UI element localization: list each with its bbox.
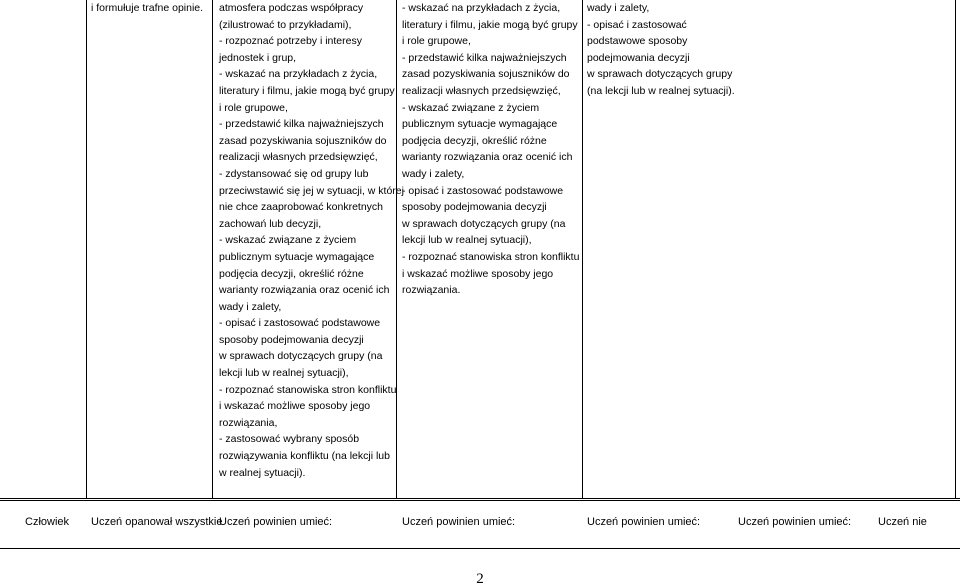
- header-cell-grade-3: Uczeń powinien umieć:: [587, 516, 701, 528]
- table-cell-col1: [91, 0, 203, 17]
- text-line: - rozpoznać stanowiska stron konfliktu: [402, 250, 580, 263]
- text-line: jednostek i grup,: [219, 51, 297, 64]
- text-line: publicznym sytuacje wymagające: [219, 250, 375, 263]
- text-line: i wskazać możliwe sposoby jego: [402, 267, 554, 280]
- text-line: publicznym sytuacje wymagające: [402, 118, 558, 131]
- text-line: realizacji własnych przedsięwzięć,: [219, 151, 378, 164]
- text-line: wady i zalety,: [587, 2, 650, 14]
- page-number: 2: [476, 571, 484, 587]
- text-line: i role grupowe,: [219, 101, 288, 114]
- table-cell-col4: [587, 0, 735, 100]
- text-line: zasad pozyskiwania sojuszników do: [219, 134, 387, 147]
- header-cell-subject: Człowiek: [25, 516, 70, 528]
- text-line: w sprawach dotyczących grupy (na: [219, 350, 383, 363]
- text-line: i wskazać możliwe sposoby jego: [219, 400, 371, 413]
- text-line: - rozpoznać stanowiska stron konfliktu: [219, 383, 397, 396]
- text-line: rozwiązania.: [402, 284, 461, 297]
- text-line: wady i zalety,: [219, 300, 282, 313]
- text-line: - opisać i zastosować podstawowe: [219, 317, 381, 330]
- text-line: nie chce zaaprobować konkretnych: [219, 201, 384, 214]
- table-right-border: [955, 0, 956, 498]
- text-line: (na lekcji lub w realnej sytuacji).: [587, 84, 735, 97]
- text-line: - opisać i zastosować podstawowe: [402, 184, 564, 197]
- text-line: przeciwstawić się jej w sytuacji, w której: [219, 184, 404, 197]
- text-line: w realnej sytuacji).: [219, 466, 306, 479]
- header-row-top-border: [0, 500, 960, 501]
- text-line: podjęcia decyzji, określić różne: [402, 134, 547, 147]
- text-line: (zilustrować to przykładami),: [219, 18, 352, 31]
- text-line: rozwiązania,: [219, 416, 278, 429]
- table-cell-col3: [402, 0, 579, 299]
- header-cell-grade-2: Uczeń powinien umieć:: [738, 516, 852, 528]
- text-line: - przedstawić kilka najważniejszych: [402, 51, 567, 64]
- text-line: zachowań lub decyzji,: [219, 217, 322, 230]
- text-line: i role grupowe,: [402, 35, 471, 48]
- header-cell-grade-1: Uczeń nie: [878, 516, 927, 528]
- text-line: podejmowania decyzji: [587, 51, 690, 64]
- table-cell-col2: [219, 0, 404, 481]
- text-line: literatury i filmu, jakie mogą być grupy: [402, 18, 578, 31]
- text-line: atmosfera podczas współpracy: [219, 2, 364, 14]
- text-line: lekcji lub w realnej sytuacji),: [402, 234, 532, 247]
- text-line: - wskazać związane z życiem: [402, 101, 540, 114]
- text-line: - przedstawić kilka najważniejszych: [219, 118, 384, 131]
- text-line: - zastosować wybrany sposób: [219, 433, 360, 446]
- text-line: realizacji własnych przedsięwzięć,: [402, 84, 561, 97]
- header-cell-grade-4: Uczeń powinien umieć:: [402, 516, 516, 528]
- col-divider-1: [212, 0, 213, 498]
- text-line: w sprawach dotyczących grupy (na: [402, 217, 566, 230]
- text-line: - wskazać związane z życiem: [219, 234, 357, 247]
- text-line: rozwiązywania konfliktu (na lekcji lub: [219, 450, 390, 463]
- col-divider-3: [582, 0, 583, 498]
- table-bottom-border: [0, 498, 960, 499]
- text-line: warianty rozwiązania oraz ocenić ich: [402, 151, 573, 164]
- text-line: sposoby podejmowania decyzji: [219, 333, 364, 346]
- text-line: i formułuje trafne opinie.: [91, 2, 204, 14]
- header-cell-grade-6: Uczeń opanował wszystkie: [91, 516, 223, 528]
- text-line: - opisać i zastosować: [587, 18, 687, 31]
- text-line: podstawowe sposoby: [587, 35, 688, 48]
- text-line: sposoby podejmowania decyzji: [402, 201, 547, 214]
- text-line: w sprawach dotyczących grupy: [587, 68, 733, 81]
- header-row-bottom-border: [0, 548, 960, 549]
- text-line: warianty rozwiązania oraz ocenić ich: [219, 284, 390, 297]
- text-line: - wskazać na przykładach z życia,: [402, 2, 561, 14]
- text-line: literatury i filmu, jakie mogą być grupy: [219, 84, 395, 97]
- text-line: - zdystansować się od grupy lub: [219, 167, 369, 180]
- table-left-border: [86, 0, 87, 498]
- text-line: - rozpoznać potrzeby i interesy: [219, 35, 362, 48]
- text-line: lekcji lub w realnej sytuacji),: [219, 367, 349, 380]
- header-cell-grade-5: Uczeń powinien umieć:: [219, 516, 333, 528]
- text-line: wady i zalety,: [402, 167, 465, 180]
- text-line: zasad pozyskiwania sojuszników do: [402, 68, 570, 81]
- text-line: - wskazać na przykładach z życia,: [219, 68, 378, 81]
- text-line: podjęcia decyzji, określić różne: [219, 267, 364, 280]
